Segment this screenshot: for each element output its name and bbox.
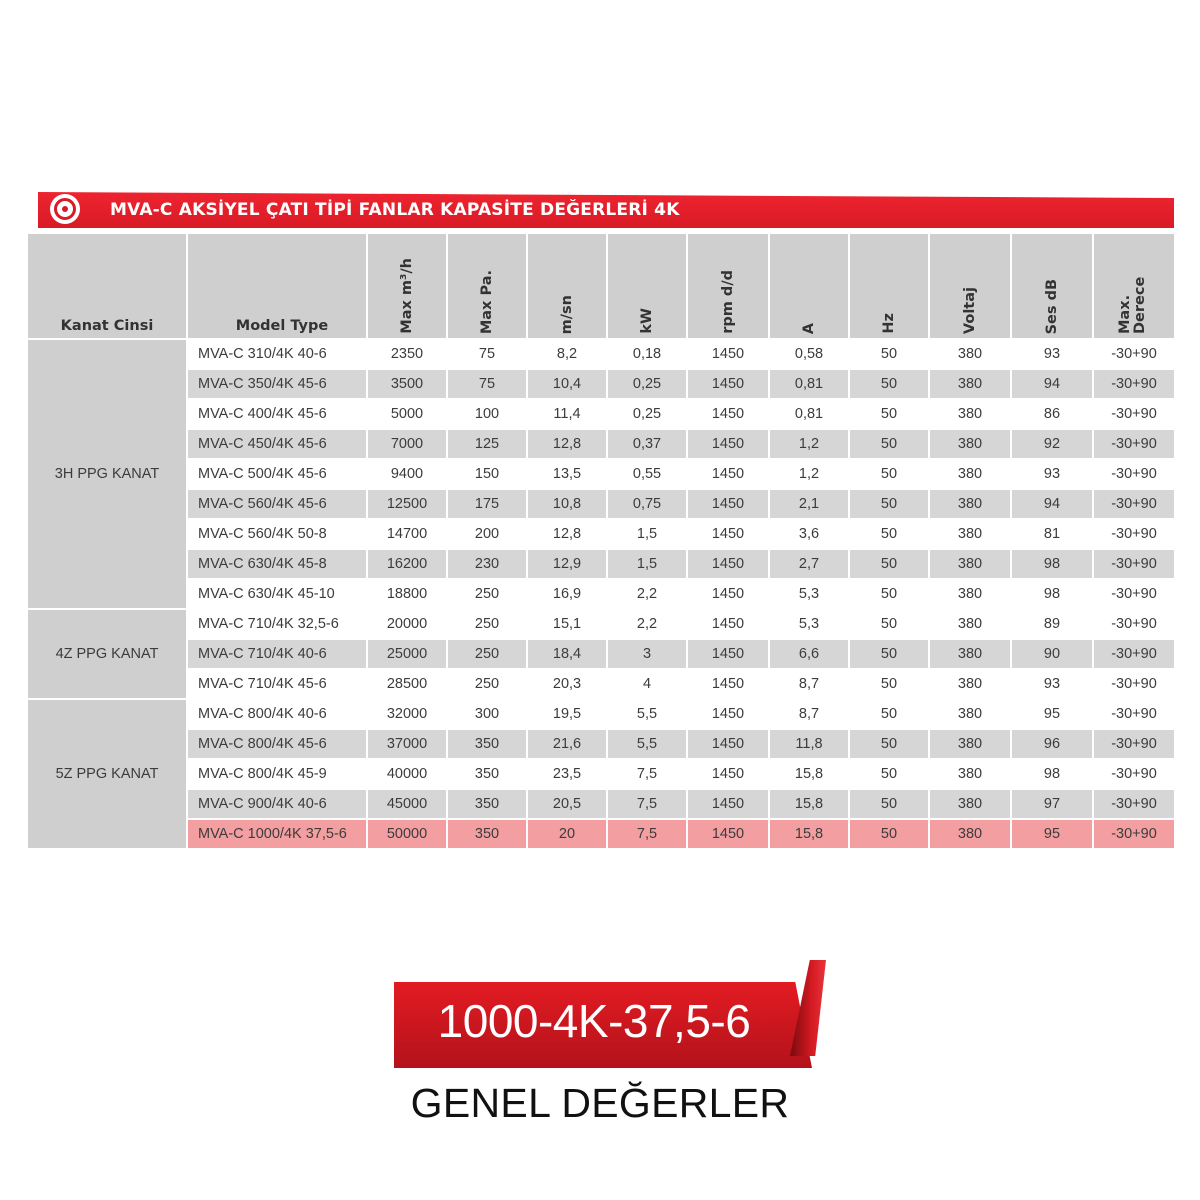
speed-cell: 10,8 [527,489,607,519]
flow-cell: 50000 [367,819,447,849]
table-row [27,639,1175,669]
model-cell: MVA-C 400/4K 45-6 [187,399,367,429]
freq-cell: 50 [849,729,929,759]
current-cell: 5,3 [769,579,849,609]
freq-cell: 50 [849,489,929,519]
rpm-cell: 1450 [687,549,769,579]
rpm-cell: 1450 [687,489,769,519]
pressure-cell: 350 [447,759,527,789]
table-row [27,819,1175,849]
flow-cell: 5000 [367,399,447,429]
sound-cell: 95 [1011,819,1093,849]
sound-cell: 94 [1011,369,1093,399]
temp-cell: -30+90 [1093,579,1175,609]
current-cell: 15,8 [769,789,849,819]
speed-cell: 10,4 [527,369,607,399]
speed-cell: 8,2 [527,339,607,369]
table-row [27,789,1175,819]
table-title: MVA-C AKSİYEL ÇATI TİPİ FANLAR KAPASİTE DEĞERLERİ 4K [110,200,680,220]
flow-cell: 9400 [367,459,447,489]
power-cell: 0,25 [607,399,687,429]
sound-cell: 90 [1011,639,1093,669]
power-cell: 2,2 [607,579,687,609]
current-cell: 0,81 [769,369,849,399]
current-cell: 15,8 [769,759,849,789]
voltage-cell: 380 [929,789,1011,819]
title-banner [38,192,1174,228]
voltage-cell: 380 [929,699,1011,729]
rpm-cell: 1450 [687,429,769,459]
flow-cell: 7000 [367,429,447,459]
speed-cell: 11,4 [527,399,607,429]
pressure-cell: 350 [447,819,527,849]
temp-cell: -30+90 [1093,399,1175,429]
voltage-cell: 380 [929,549,1011,579]
power-cell: 5,5 [607,699,687,729]
pressure-cell: 230 [447,549,527,579]
speed-cell: 12,8 [527,519,607,549]
flow-cell: 25000 [367,639,447,669]
table-row [27,609,1175,639]
power-cell: 0,75 [607,489,687,519]
header-voltage: Voltaj [929,233,1011,339]
header-power: kW [607,233,687,339]
voltage-cell: 380 [929,429,1011,459]
pressure-cell: 100 [447,399,527,429]
speed-cell: 12,8 [527,429,607,459]
rpm-cell: 1450 [687,789,769,819]
pressure-cell: 300 [447,699,527,729]
rpm-cell: 1450 [687,729,769,759]
rpm-cell: 1450 [687,699,769,729]
freq-cell: 50 [849,609,929,639]
sound-cell: 95 [1011,699,1093,729]
rpm-cell: 1450 [687,639,769,669]
model-cell: MVA-C 900/4K 40-6 [187,789,367,819]
sound-cell: 98 [1011,579,1093,609]
voltage-cell: 380 [929,729,1011,759]
flow-cell: 32000 [367,699,447,729]
general-values-subtitle: GENEL DEĞERLER [410,1080,790,1126]
current-cell: 8,7 [769,669,849,699]
table-row [27,399,1175,429]
power-cell: 3 [607,639,687,669]
freq-cell: 50 [849,459,929,489]
current-cell: 5,3 [769,609,849,639]
company-logo-icon [50,194,80,224]
model-cell: MVA-C 710/4K 40-6 [187,639,367,669]
speed-cell: 15,1 [527,609,607,639]
temp-cell: -30+90 [1093,759,1175,789]
temp-cell: -30+90 [1093,789,1175,819]
model-cell: MVA-C 710/4K 32,5-6 [187,609,367,639]
table-row [27,519,1175,549]
flow-cell: 40000 [367,759,447,789]
table-row [27,579,1175,609]
sound-cell: 92 [1011,429,1093,459]
sound-cell: 98 [1011,549,1093,579]
current-cell: 2,7 [769,549,849,579]
flow-cell: 18800 [367,579,447,609]
sound-cell: 93 [1011,339,1093,369]
table-row [27,669,1175,699]
power-cell: 7,5 [607,789,687,819]
model-cell: MVA-C 310/4K 40-6 [187,339,367,369]
model-cell: MVA-C 800/4K 40-6 [187,699,367,729]
temp-cell: -30+90 [1093,459,1175,489]
capacity-table [26,232,1176,850]
rpm-cell: 1450 [687,669,769,699]
current-cell: 2,1 [769,489,849,519]
voltage-cell: 380 [929,489,1011,519]
freq-cell: 50 [849,789,929,819]
header-max-pressure: Max Pa. [447,233,527,339]
power-cell: 7,5 [607,819,687,849]
temp-cell: -30+90 [1093,489,1175,519]
voltage-cell: 380 [929,669,1011,699]
flow-cell: 37000 [367,729,447,759]
model-cell: MVA-C 500/4K 45-6 [187,459,367,489]
voltage-cell: 380 [929,339,1011,369]
pressure-cell: 200 [447,519,527,549]
table-row [27,369,1175,399]
rpm-cell: 1450 [687,609,769,639]
header-sound: Ses dB [1011,233,1093,339]
table-row [27,459,1175,489]
flow-cell: 2350 [367,339,447,369]
current-cell: 0,81 [769,399,849,429]
model-cell: MVA-C 800/4K 45-6 [187,729,367,759]
model-cell: MVA-C 450/4K 45-6 [187,429,367,459]
flow-cell: 28500 [367,669,447,699]
rpm-cell: 1450 [687,519,769,549]
table-body [27,339,1175,849]
table-row [27,759,1175,789]
pressure-cell: 175 [447,489,527,519]
rpm-cell: 1450 [687,369,769,399]
freq-cell: 50 [849,549,929,579]
model-code-label: 1000-4K-37,5-6 [437,995,751,1047]
pressure-cell: 350 [447,789,527,819]
freq-cell: 50 [849,399,929,429]
pressure-cell: 250 [447,669,527,699]
table-row [27,699,1175,729]
flow-cell: 16200 [367,549,447,579]
speed-cell: 20,5 [527,789,607,819]
model-cell: MVA-C 800/4K 45-9 [187,759,367,789]
temp-cell: -30+90 [1093,669,1175,699]
current-cell: 8,7 [769,699,849,729]
power-cell: 1,5 [607,519,687,549]
model-cell: MVA-C 350/4K 45-6 [187,369,367,399]
power-cell: 0,18 [607,339,687,369]
pressure-cell: 150 [447,459,527,489]
freq-cell: 50 [849,759,929,789]
speed-cell: 18,4 [527,639,607,669]
kanat-group-label: 5Z PPG KANAT [27,699,187,849]
temp-cell: -30+90 [1093,699,1175,729]
sound-cell: 93 [1011,669,1093,699]
power-cell: 7,5 [607,759,687,789]
rpm-cell: 1450 [687,759,769,789]
model-cell: MVA-C 630/4K 45-8 [187,549,367,579]
rpm-cell: 1450 [687,459,769,489]
pressure-cell: 125 [447,429,527,459]
temp-cell: -30+90 [1093,429,1175,459]
power-cell: 2,2 [607,609,687,639]
voltage-cell: 380 [929,579,1011,609]
speed-cell: 12,9 [527,549,607,579]
speed-cell: 19,5 [527,699,607,729]
current-cell: 11,8 [769,729,849,759]
sound-cell: 94 [1011,489,1093,519]
sound-cell: 97 [1011,789,1093,819]
current-cell: 1,2 [769,459,849,489]
current-cell: 1,2 [769,429,849,459]
header-frequency: Hz [849,233,929,339]
model-cell: MVA-C 560/4K 50-8 [187,519,367,549]
freq-cell: 50 [849,669,929,699]
table-row [27,339,1175,369]
table-row [27,729,1175,759]
sound-cell: 81 [1011,519,1093,549]
power-cell: 5,5 [607,729,687,759]
temp-cell: -30+90 [1093,609,1175,639]
freq-cell: 50 [849,519,929,549]
speed-cell: 13,5 [527,459,607,489]
table-row [27,489,1175,519]
header-kanat-cinsi: Kanat Cinsi [27,233,187,339]
rpm-cell: 1450 [687,339,769,369]
freq-cell: 50 [849,639,929,669]
current-cell: 3,6 [769,519,849,549]
model-cell: MVA-C 560/4K 45-6 [187,489,367,519]
header-max-flow: Max m³/h [367,233,447,339]
temp-cell: -30+90 [1093,519,1175,549]
power-cell: 4 [607,669,687,699]
speed-cell: 20 [527,819,607,849]
freq-cell: 50 [849,579,929,609]
flow-cell: 45000 [367,789,447,819]
rpm-cell: 1450 [687,399,769,429]
kanat-group-label: 3H PPG KANAT [27,339,187,609]
freq-cell: 50 [849,699,929,729]
current-cell: 0,58 [769,339,849,369]
table-header-row [27,233,1175,339]
sound-cell: 96 [1011,729,1093,759]
voltage-cell: 380 [929,609,1011,639]
voltage-cell: 380 [929,759,1011,789]
speed-cell: 16,9 [527,579,607,609]
speed-cell: 21,6 [527,729,607,759]
freq-cell: 50 [849,339,929,369]
model-ribbon [394,960,830,1070]
temp-cell: -30+90 [1093,549,1175,579]
sound-cell: 98 [1011,759,1093,789]
header-rpm: rpm d/d [687,233,769,339]
rpm-cell: 1450 [687,579,769,609]
speed-cell: 20,3 [527,669,607,699]
temp-cell: -30+90 [1093,369,1175,399]
voltage-cell: 380 [929,369,1011,399]
voltage-cell: 380 [929,459,1011,489]
voltage-cell: 380 [929,819,1011,849]
model-cell: MVA-C 1000/4K 37,5-6 [187,819,367,849]
power-cell: 0,55 [607,459,687,489]
table-row [27,429,1175,459]
pressure-cell: 250 [447,579,527,609]
freq-cell: 50 [849,369,929,399]
pressure-cell: 75 [447,339,527,369]
model-cell: MVA-C 710/4K 45-6 [187,669,367,699]
header-speed: m/sn [527,233,607,339]
flow-cell: 14700 [367,519,447,549]
sound-cell: 86 [1011,399,1093,429]
speed-cell: 23,5 [527,759,607,789]
rpm-cell: 1450 [687,819,769,849]
current-cell: 15,8 [769,819,849,849]
power-cell: 0,37 [607,429,687,459]
pressure-cell: 250 [447,609,527,639]
header-model-type: Model Type [187,233,367,339]
pressure-cell: 350 [447,729,527,759]
flow-cell: 3500 [367,369,447,399]
flow-cell: 20000 [367,609,447,639]
freq-cell: 50 [849,429,929,459]
model-cell: MVA-C 630/4K 45-10 [187,579,367,609]
voltage-cell: 380 [929,639,1011,669]
freq-cell: 50 [849,819,929,849]
header-max-temp: Max. Derece [1093,233,1175,339]
temp-cell: -30+90 [1093,819,1175,849]
sound-cell: 93 [1011,459,1093,489]
pressure-cell: 250 [447,639,527,669]
power-cell: 1,5 [607,549,687,579]
temp-cell: -30+90 [1093,729,1175,759]
temp-cell: -30+90 [1093,339,1175,369]
voltage-cell: 380 [929,399,1011,429]
header-current: A [769,233,849,339]
flow-cell: 12500 [367,489,447,519]
kanat-group-label: 4Z PPG KANAT [27,609,187,699]
voltage-cell: 380 [929,519,1011,549]
pressure-cell: 75 [447,369,527,399]
power-cell: 0,25 [607,369,687,399]
current-cell: 6,6 [769,639,849,669]
sound-cell: 89 [1011,609,1093,639]
table-row [27,549,1175,579]
temp-cell: -30+90 [1093,639,1175,669]
